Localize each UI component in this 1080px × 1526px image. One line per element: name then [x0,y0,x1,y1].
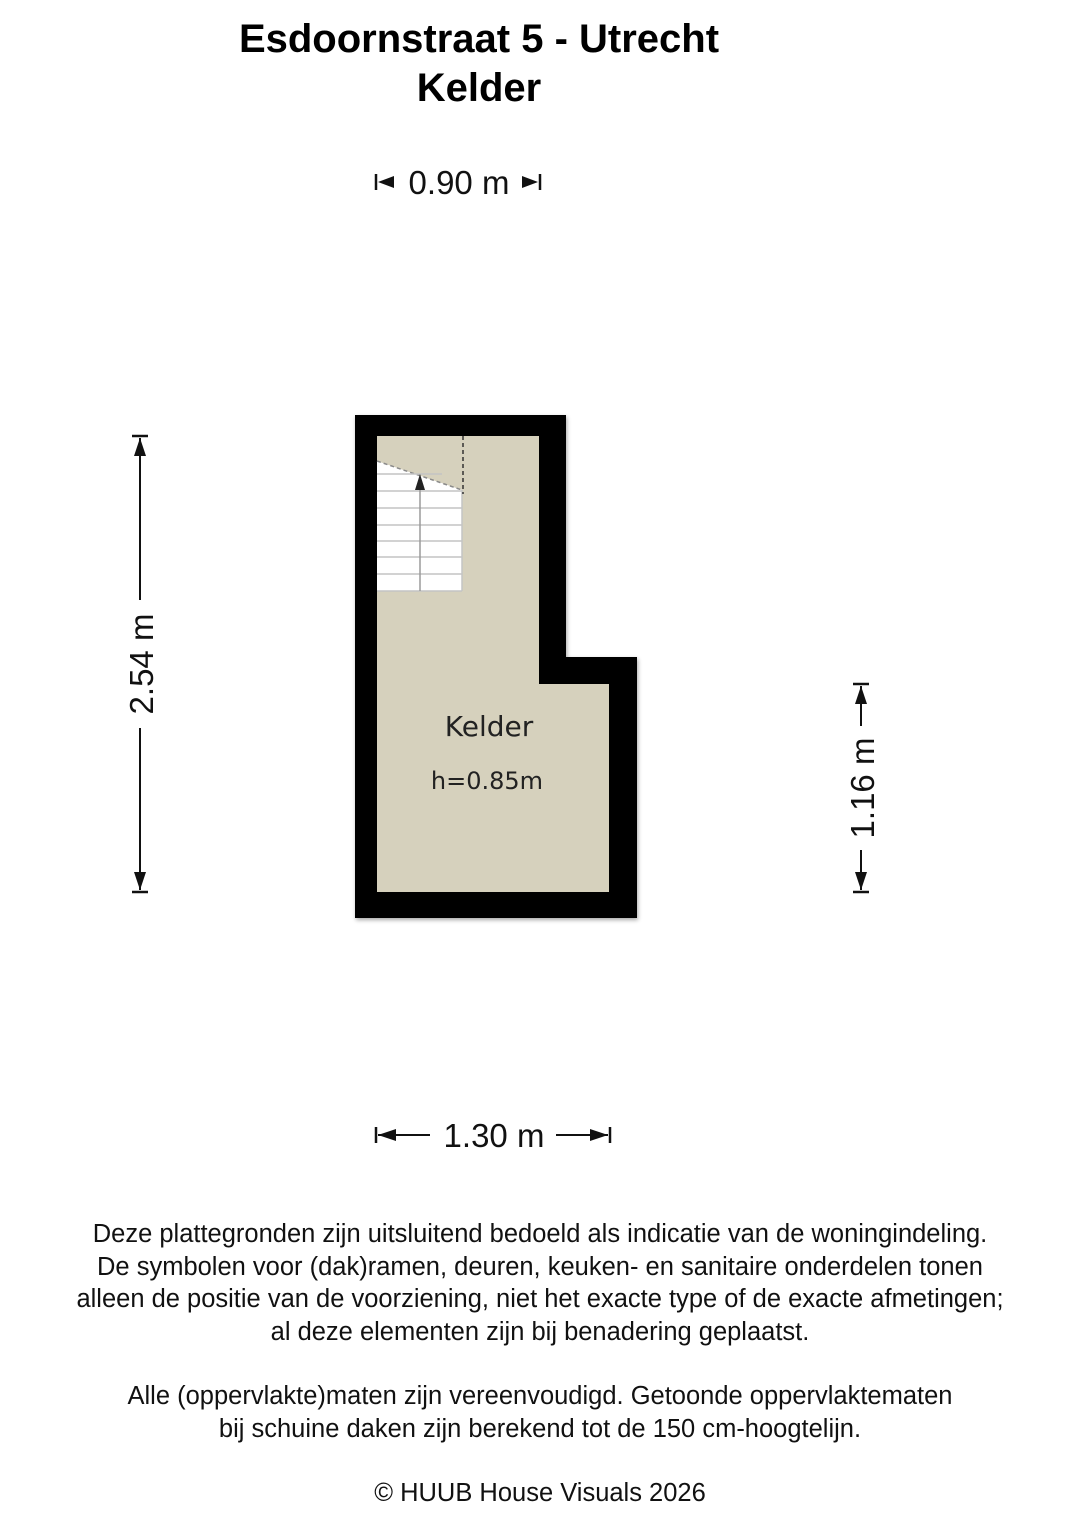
room-height-label: h=0.85m [430,767,544,795]
dimension-left-label: 2.54 m [123,613,160,715]
dimension-right [844,684,881,892]
disclaimer-line: al deze elementen zijn bij benadering geplaatst. [270,1317,810,1346]
dimension-bottom [376,1117,610,1154]
copyright-notice: © HUUB House Visuals 2026 [374,1479,706,1507]
dimension-right-label: 1.16 m [844,737,881,839]
floor-name: Kelder [416,66,542,110]
dimension-top [376,164,540,201]
disclaimer-line: bij schuine daken zijn berekend tot de 150 cm-hoogtelijn. [218,1414,862,1443]
disclaimer-line: alleen de positie van de voorziening, niet het exacte type of de exacte afmetingen; [76,1285,1004,1313]
dimension-bottom-label: 1.30 m [443,1117,545,1154]
room-label: Kelder [444,710,534,743]
disclaimer-paragraph-2 [0,1380,1080,1445]
page-title: Esdoornstraat 5 - Utrecht [238,17,720,61]
disclaimer-line: Deze plattegronden zijn uitsluitend bedoeld als indicatie van de woningindeling. [92,1220,988,1248]
dimension-left [123,436,160,892]
dimension-top-label: 0.90 m [408,164,510,201]
disclaimer-paragraph-1 [0,1218,1080,1348]
disclaimer-line: Alle (oppervlakte)maten zijn vereenvoudigd. Getoonde oppervlaktematen [127,1382,953,1410]
disclaimer-line: De symbolen voor (dak)ramen, deuren, keuken- en sanitaire onderdelen tonen [97,1252,983,1281]
